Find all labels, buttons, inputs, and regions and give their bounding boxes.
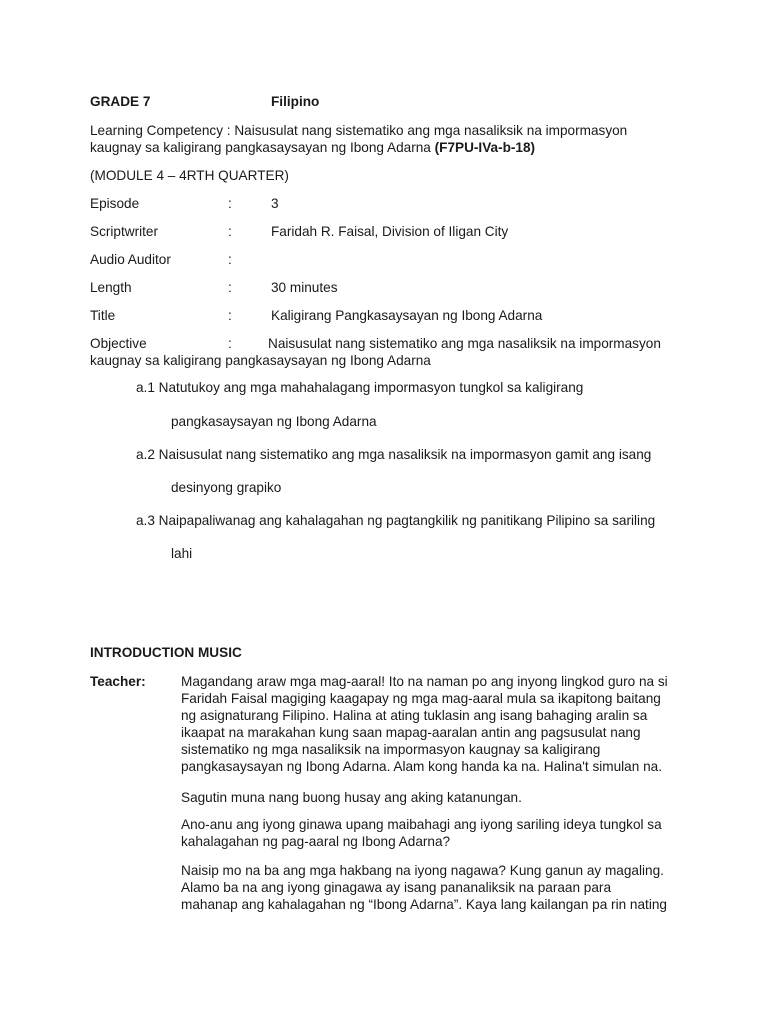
- objective-item-1-line2: pangkasaysayan ng Ibong Adarna: [171, 414, 377, 429]
- title-label: Title: [90, 308, 116, 323]
- scriptwriter-sep: :: [228, 224, 232, 239]
- competency-line2: [90, 139, 535, 156]
- length-value: 30 minutes: [271, 280, 338, 295]
- teacher-p3-line: kahalagahan ng pag-aaral ng Ibong Adarna?: [181, 834, 451, 849]
- competency-line1: [90, 122, 627, 139]
- objective-item-1-line1: a.1 Natutukoy ang mga mahahalagang impormasyon tungkol sa kaligirang: [136, 380, 584, 395]
- teacher-paragraph-4: [181, 862, 701, 913]
- episode-value: 3: [271, 196, 279, 211]
- audio-auditor-sep: :: [228, 252, 232, 267]
- scriptwriter-value: Faridah R. Faisal, Division of Iligan City: [271, 224, 509, 239]
- teacher-p1-line: ng asignaturang Filipino. Halina at ating tuklasin ang isang bahaging aralin sa: [181, 708, 648, 723]
- objective-label: Objective: [90, 336, 147, 351]
- audio-auditor-label: Audio Auditor: [90, 252, 171, 267]
- module-label: (MODULE 4 – 4RTH QUARTER): [90, 168, 289, 183]
- teacher-p4-line: Naisip mo na ba ang mga hakbang na iyong nagawa? Kung ganun ay magaling.: [181, 863, 664, 878]
- teacher-paragraph-2: [181, 789, 701, 806]
- teacher-p1-line: Magandang araw mga mag-aaral! Ito na naman po ang inyong lingkod guro na si: [181, 674, 668, 689]
- teacher-paragraph-1: [181, 673, 701, 775]
- grade-label: GRADE 7: [90, 94, 151, 109]
- competency-label: Learning Competency: [90, 123, 223, 138]
- title-value: Kaligirang Pangkasaysayan ng Ibong Adarna: [271, 308, 543, 323]
- teacher-label: Teacher:: [90, 674, 146, 689]
- subject-label: Filipino: [271, 94, 320, 109]
- episode-sep: :: [228, 196, 232, 211]
- scriptwriter-label: Scriptwriter: [90, 224, 158, 239]
- teacher-p4-line: mahanap ang kahalagahan ng “Ibong Adarna”. Kaya lang kailangan pa rin nating: [181, 897, 667, 912]
- length-label: Length: [90, 280, 132, 295]
- title-sep: :: [228, 308, 232, 323]
- teacher-p1-line: sistematiko ng mga nasaliksik na impormasyon kaugnay sa kaligirang: [181, 742, 601, 757]
- competency-text-1: Naisusulat nang sistematiko ang mga nasaliksik na impormasyon: [234, 123, 628, 138]
- teacher-p1-line: Faridah Faisal magiging kaagapay ng mga mag-aaral mula sa ikapitong baitang: [181, 691, 661, 706]
- objective-line2: kaugnay sa kaligirang pangkasaysayan ng Ibong Adarna: [90, 353, 431, 368]
- teacher-p2-line: Sagutin muna nang buong husay ang aking katanungan.: [181, 790, 522, 805]
- objective-item-3-line2: lahi: [171, 546, 193, 561]
- teacher-paragraph-3: [181, 816, 701, 850]
- objective-item-2-line1: a.2 Naisusulat nang sistematiko ang mga nasaliksik na impormasyon gamit ang isang: [136, 447, 652, 462]
- teacher-p1-line: ikaapat na marakahan kung saan mapag-aaralan antin ang pagsusulat nang: [181, 725, 641, 740]
- teacher-p3-line: Ano-anu ang iyong ginawa upang maibahagi ang iyong sariling ideya tungkol sa: [181, 817, 662, 832]
- objective-line1: Naisusulat nang sistematiko ang mga nasaliksik na impormasyon: [268, 336, 661, 351]
- teacher-p4-line: Alamo ba na ang iyong ginagawa ay isang pananaliksik na paraan para: [181, 880, 612, 895]
- teacher-p1-line: pangkasaysayan ng Ibong Adarna. Alam kong handa ka na. Halina't simulan na.: [181, 759, 662, 774]
- objective-item-2-line2: desinyong grapiko: [171, 480, 282, 495]
- length-sep: :: [228, 280, 232, 295]
- objective-item-3-line1: a.3 Naipapaliwanag ang kahalagahan ng pagtangkilik ng panitikang Pilipino sa sariling: [136, 513, 656, 528]
- competency-text-2: kaugnay sa kaligirang pangkasaysayan ng Ibong Adarna: [90, 140, 435, 155]
- intro-music-heading: INTRODUCTION MUSIC: [90, 645, 242, 660]
- competency-separator: :: [223, 123, 235, 138]
- competency-code: (F7PU-IVa-b-18): [434, 140, 536, 155]
- objective-sep: :: [228, 336, 232, 351]
- episode-label: Episode: [90, 196, 140, 211]
